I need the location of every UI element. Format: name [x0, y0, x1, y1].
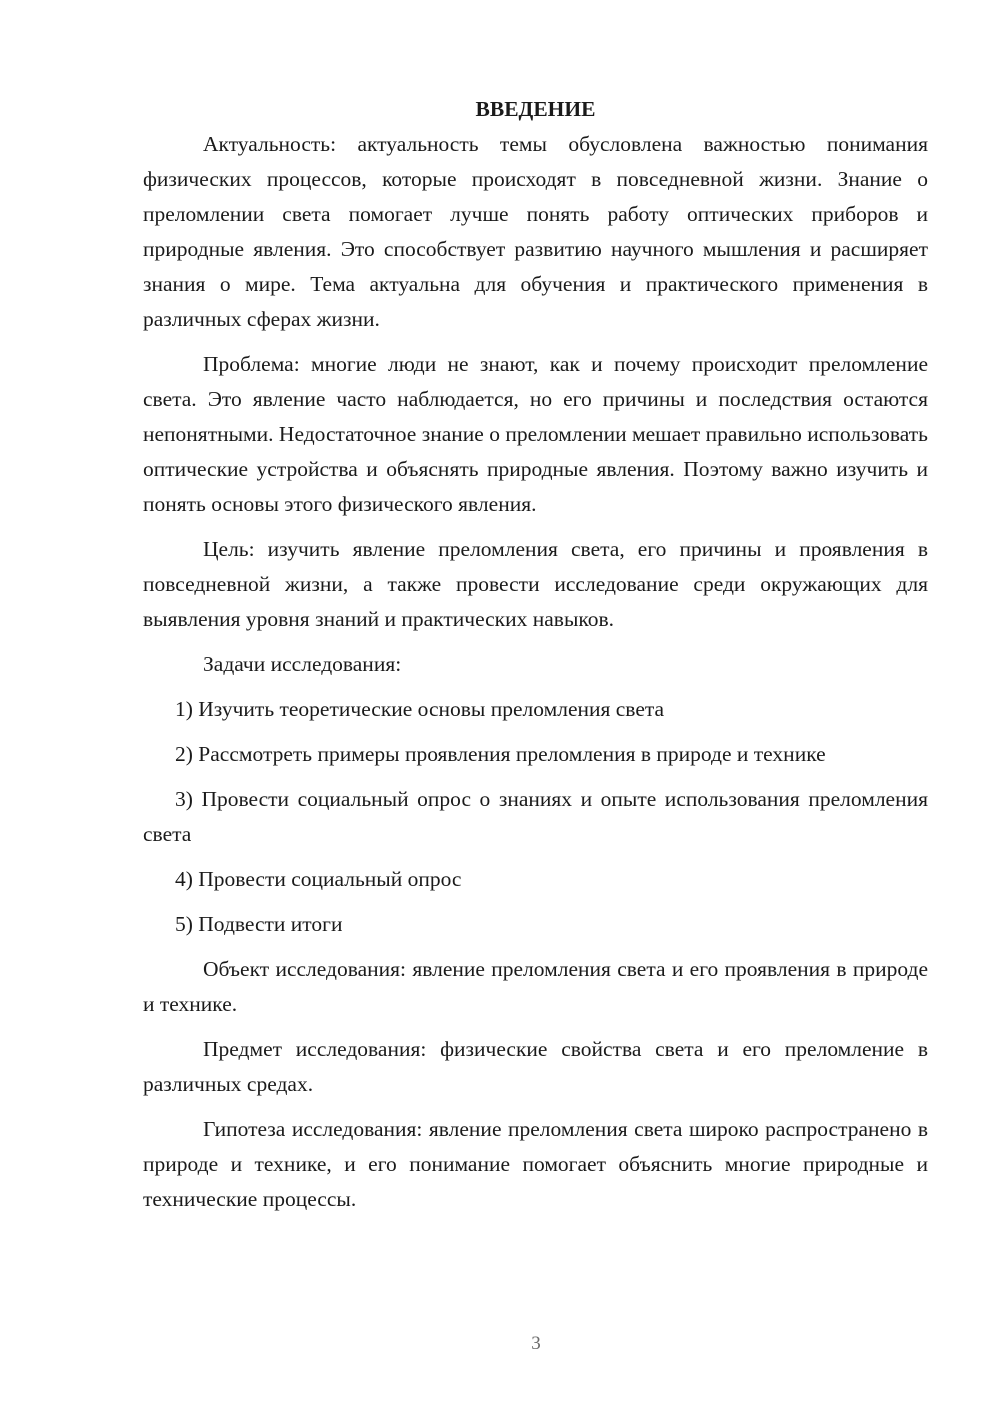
tasks-label: Задачи исследования: [203, 652, 402, 676]
task-item-2: 2) Рассмотреть примеры проявления преломления в природе и технике [175, 742, 826, 766]
page-number: 3 [531, 1333, 541, 1354]
task-item-3: 3) Провести социальный опрос о знаниях и опыте использования преломления света [143, 787, 928, 846]
paragraph-problem: Проблема: многие люди не знают, как и почему происходит преломление света. Это явление часто наблюдается, но его причины и последствия остаются непонятными. Недостаточное знание о преломлении мешает правильно использовать оптические устройства и объяснять природные явления. Поэтому важно изучить и понять основы этого физического явления. [143, 352, 928, 516]
paragraph-hypothesis: Гипотеза исследования: явление преломления света широко распространено в природе и технике, и его понимание помогает объяснить многие природные и технические процессы. [143, 1117, 928, 1211]
task-item-5: 5) Подвести итоги [175, 912, 343, 936]
paragraph-relevance: Актуальность: актуальность темы обусловлена важностью понимания физических процессов, которые происходят в повседневной жизни. Знание о преломлении света помогает лучше понять работу оптических приборов и природные явления. Это способствует развитию научного мышления и расширяет знания о мире. Тема актуальна для обучения и практического применения в различных сферах жизни. [143, 132, 928, 331]
paragraph-object: Объект исследования: явление преломления света и его проявления в природе и технике. [143, 957, 928, 1016]
document-page [143, 92, 928, 1227]
paragraph-goal: Цель: изучить явление преломления света, его причины и проявления в повседневной жизни, а также провести исследование среди окружающих для выявления уровня знаний и практических навыков. [143, 537, 928, 631]
tasks-list [143, 692, 928, 942]
section-title: ВВЕДЕНИЕ [475, 97, 596, 121]
paragraph-subject: Предмет исследования: физические свойства света и его преломление в различных средах. [143, 1037, 928, 1096]
task-item-4: 4) Провести социальный опрос [175, 867, 462, 891]
task-item-1: 1) Изучить теоретические основы преломления света [175, 697, 665, 721]
